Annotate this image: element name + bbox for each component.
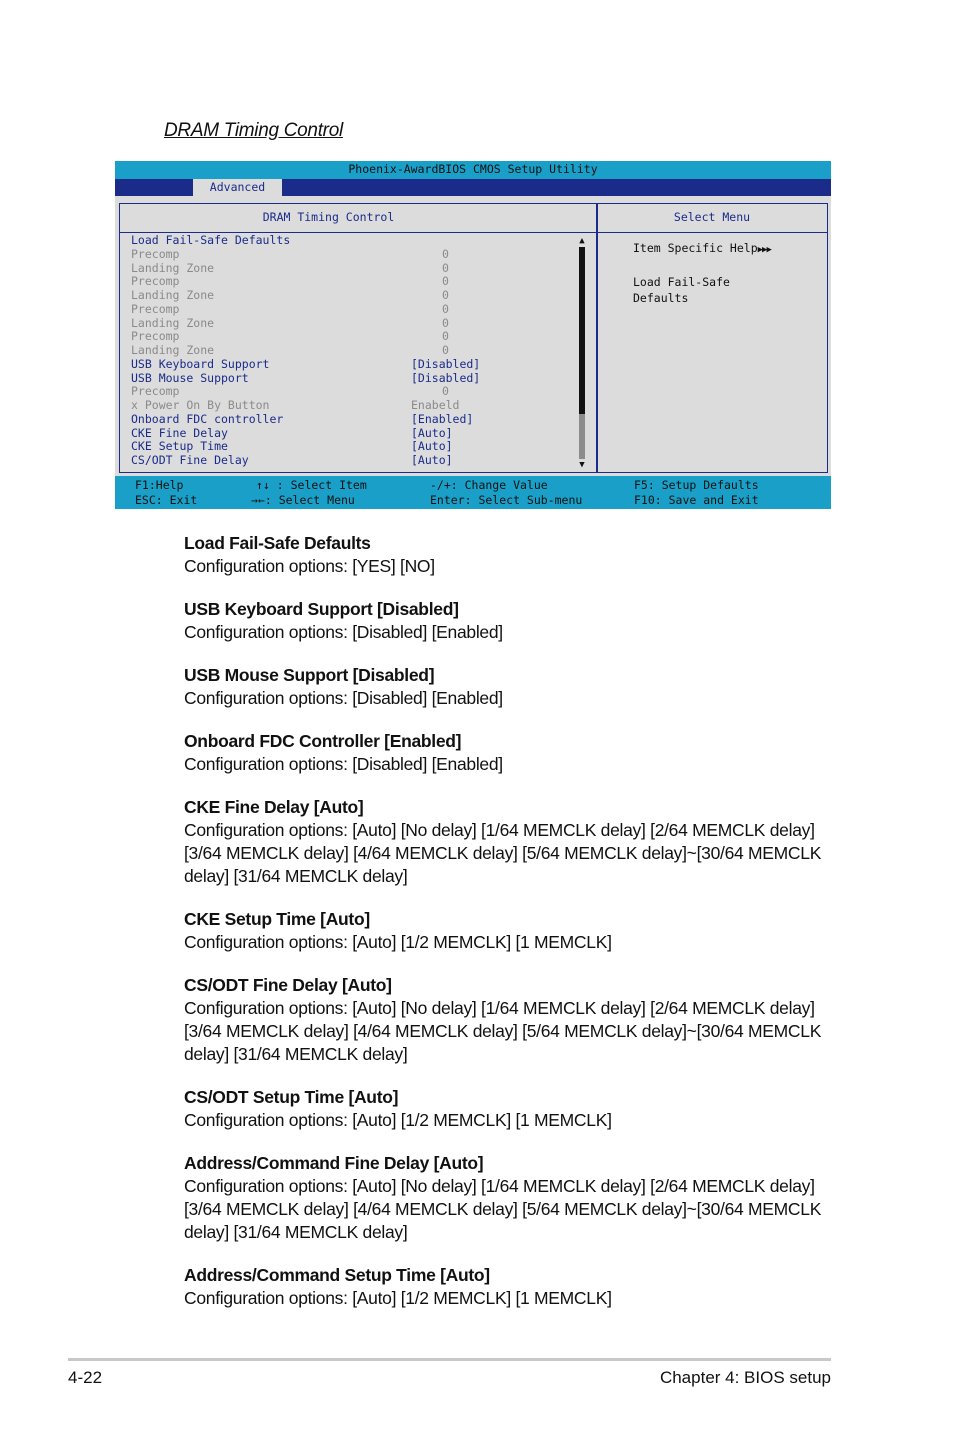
setting-description-options: Configuration options: [Auto] [1/2 MEMCLK] [1 MEMCLK] <box>184 1110 612 1130</box>
setting-row[interactable] <box>131 372 581 386</box>
setting-description-options: Configuration options: [Auto] [1/2 MEMCLK] [1 MEMCLK] <box>184 932 612 952</box>
setting-description <box>184 796 824 888</box>
setting-description-title: CS/ODT Fine Delay [Auto] <box>184 975 392 995</box>
setting-value: 0 <box>442 246 449 261</box>
setting-label: Precomp <box>131 246 180 261</box>
setting-value[interactable]: [Auto] <box>411 439 453 454</box>
setting-description <box>184 1086 824 1132</box>
setting-row[interactable] <box>131 275 581 289</box>
bios-footer <box>115 476 831 509</box>
scroll-down-icon[interactable]: ▼ <box>579 460 585 470</box>
key-f5-defaults: F5: Setup Defaults <box>634 478 759 492</box>
footer-divider <box>68 1358 831 1361</box>
setting-row[interactable] <box>131 303 581 317</box>
help-panel-title: Select Menu <box>597 204 827 233</box>
setting-row[interactable] <box>131 344 581 358</box>
key-change-value: -/+: Change Value <box>430 478 548 492</box>
scroll-track[interactable] <box>579 247 585 459</box>
setting-row[interactable] <box>131 234 581 248</box>
setting-value: 0 <box>442 384 449 399</box>
setting-description-options: Configuration options: [Auto] [No delay] [1/64 MEMCLK delay] [2/64 MEMCLK delay] [3/64 MEMCLK delay] [4/64 MEMCLK delay] [5/64 MEMCLK delay]~[30/64 MEMCLK delay] [31/64 MEMCLK delay] <box>184 998 822 1064</box>
key-esc-exit: ESC: Exit <box>135 493 198 507</box>
key-f10-save: F10: Save and Exit <box>634 493 759 507</box>
bios-main-panel <box>119 203 598 473</box>
help-heading: Item Specific Help <box>633 241 758 255</box>
setting-label: Precomp <box>131 384 180 399</box>
setting-value: 0 <box>442 329 449 344</box>
setting-row[interactable] <box>131 317 581 331</box>
setting-row[interactable] <box>131 440 581 454</box>
help-text <box>633 240 771 307</box>
setting-label: Landing Zone <box>131 343 215 357</box>
setting-description <box>184 532 824 578</box>
setting-value: 0 <box>442 260 449 275</box>
setting-description-options: Configuration options: [YES] [NO] <box>184 556 435 576</box>
setting-description-title: Onboard FDC Controller [Enabled] <box>184 731 462 751</box>
setting-value: 0 <box>442 343 449 357</box>
setting-value: 0 <box>442 274 449 289</box>
setting-description-title: Load Fail-Safe Defaults <box>184 533 371 553</box>
setting-description <box>184 1264 824 1310</box>
setting-label: Precomp <box>131 329 180 344</box>
setting-description-title: Address/Command Fine Delay [Auto] <box>184 1153 484 1173</box>
setting-description <box>184 598 824 644</box>
setting-value[interactable]: [Auto] <box>411 453 453 467</box>
bios-menubar <box>115 179 831 196</box>
setting-description-options: Configuration options: [Disabled] [Enabled] <box>184 754 503 774</box>
setting-label: Precomp <box>131 301 180 316</box>
key-select-submenu: Enter: Select Sub-menu <box>430 493 583 507</box>
help-line: Load Fail-Safe <box>633 274 730 289</box>
setting-description-title: CS/ODT Setup Time [Auto] <box>184 1087 399 1107</box>
setting-value[interactable]: [Disabled] <box>411 356 481 371</box>
setting-value: 0 <box>442 288 449 302</box>
setting-label: CKE Setup Time <box>131 439 228 454</box>
setting-description-options: Configuration options: [Auto] [No delay] [1/64 MEMCLK delay] [2/64 MEMCLK delay] [3/64 MEMCLK delay] [4/64 MEMCLK delay] [5/64 MEMCLK delay]~[30/64 MEMCLK delay] [31/64 MEMCLK delay] <box>184 1176 822 1242</box>
setting-description <box>184 1152 824 1244</box>
setting-label: CS/ODT Fine Delay <box>131 453 249 467</box>
key-select-menu: →←: Select Menu <box>251 493 355 507</box>
setting-description <box>184 908 824 954</box>
setting-description-options: Configuration options: [Auto] [1/2 MEMCLK] [1 MEMCLK] <box>184 1288 612 1308</box>
setting-row[interactable] <box>131 330 581 344</box>
bios-help-panel <box>596 203 828 473</box>
setting-label: Precomp <box>131 274 180 289</box>
tab-advanced[interactable]: Advanced <box>193 179 282 196</box>
setting-label: CKE Fine Delay <box>131 425 228 440</box>
setting-row[interactable] <box>131 454 581 468</box>
page-number: 4-22 <box>68 1368 103 1387</box>
setting-row[interactable] <box>131 262 581 276</box>
setting-description-title: USB Keyboard Support [Disabled] <box>184 599 459 619</box>
setting-row[interactable] <box>131 358 581 372</box>
setting-row[interactable] <box>131 427 581 441</box>
setting-description-title: USB Mouse Support [Disabled] <box>184 665 435 685</box>
setting-value[interactable]: [Auto] <box>411 425 453 440</box>
triple-arrow-icon: ▶▶▶ <box>757 245 771 255</box>
setting-label: USB Keyboard Support <box>131 356 270 371</box>
bios-screenshot <box>115 161 831 509</box>
setting-description <box>184 730 824 776</box>
scroll-up-icon[interactable]: ▲ <box>579 236 585 246</box>
setting-label: Onboard FDC controller <box>131 411 284 426</box>
setting-row[interactable] <box>131 385 581 399</box>
setting-description-options: Configuration options: [Auto] [No delay] [1/64 MEMCLK delay] [2/64 MEMCLK delay] [3/64 MEMCLK delay] [4/64 MEMCLK delay] [5/64 MEMCLK delay]~[30/64 MEMCLK delay] [31/64 MEMCLK delay] <box>184 820 822 886</box>
setting-value[interactable]: [Disabled] <box>411 370 481 385</box>
scrollbar[interactable] <box>578 236 586 470</box>
setting-value: 0 <box>442 301 449 316</box>
setting-label: Landing Zone <box>131 260 215 275</box>
setting-label: Landing Zone <box>131 288 215 302</box>
setting-description <box>184 974 824 1066</box>
setting-description-title: Address/Command Setup Time [Auto] <box>184 1265 490 1285</box>
key-f1-help: F1:Help <box>135 478 184 492</box>
section-title: DRAM Timing Control <box>164 120 343 141</box>
setting-label: Landing Zone <box>131 315 215 330</box>
setting-description-title: CKE Fine Delay [Auto] <box>184 797 364 817</box>
setting-row[interactable] <box>131 413 581 427</box>
setting-label: Load Fail-Safe Defaults <box>131 233 291 247</box>
bios-title: Phoenix-AwardBIOS CMOS Setup Utility <box>115 161 831 179</box>
setting-description-options: Configuration options: [Disabled] [Enabled] <box>184 622 503 642</box>
setting-description-options: Configuration options: [Disabled] [Enabled] <box>184 688 503 708</box>
setting-description <box>184 664 824 710</box>
setting-descriptions <box>184 532 824 1330</box>
help-line: Defaults <box>633 291 689 305</box>
key-select-item: ↑↓ : Select Item <box>256 478 367 492</box>
setting-value: 0 <box>442 315 449 330</box>
setting-value: Enabeld <box>411 398 460 412</box>
setting-value[interactable]: [Enabled] <box>411 411 474 426</box>
chapter-label: Chapter 4: BIOS setup <box>659 1368 831 1387</box>
scroll-thumb[interactable] <box>579 247 585 414</box>
setting-list <box>131 234 581 468</box>
setting-row[interactable] <box>131 248 581 262</box>
setting-label: USB Mouse Support <box>131 370 249 385</box>
setting-description-title: CKE Setup Time [Auto] <box>184 909 370 929</box>
setting-label: x Power On By Button <box>131 398 270 412</box>
panel-title: DRAM Timing Control <box>120 204 597 233</box>
setting-row[interactable] <box>131 399 581 413</box>
setting-row[interactable] <box>131 289 581 303</box>
